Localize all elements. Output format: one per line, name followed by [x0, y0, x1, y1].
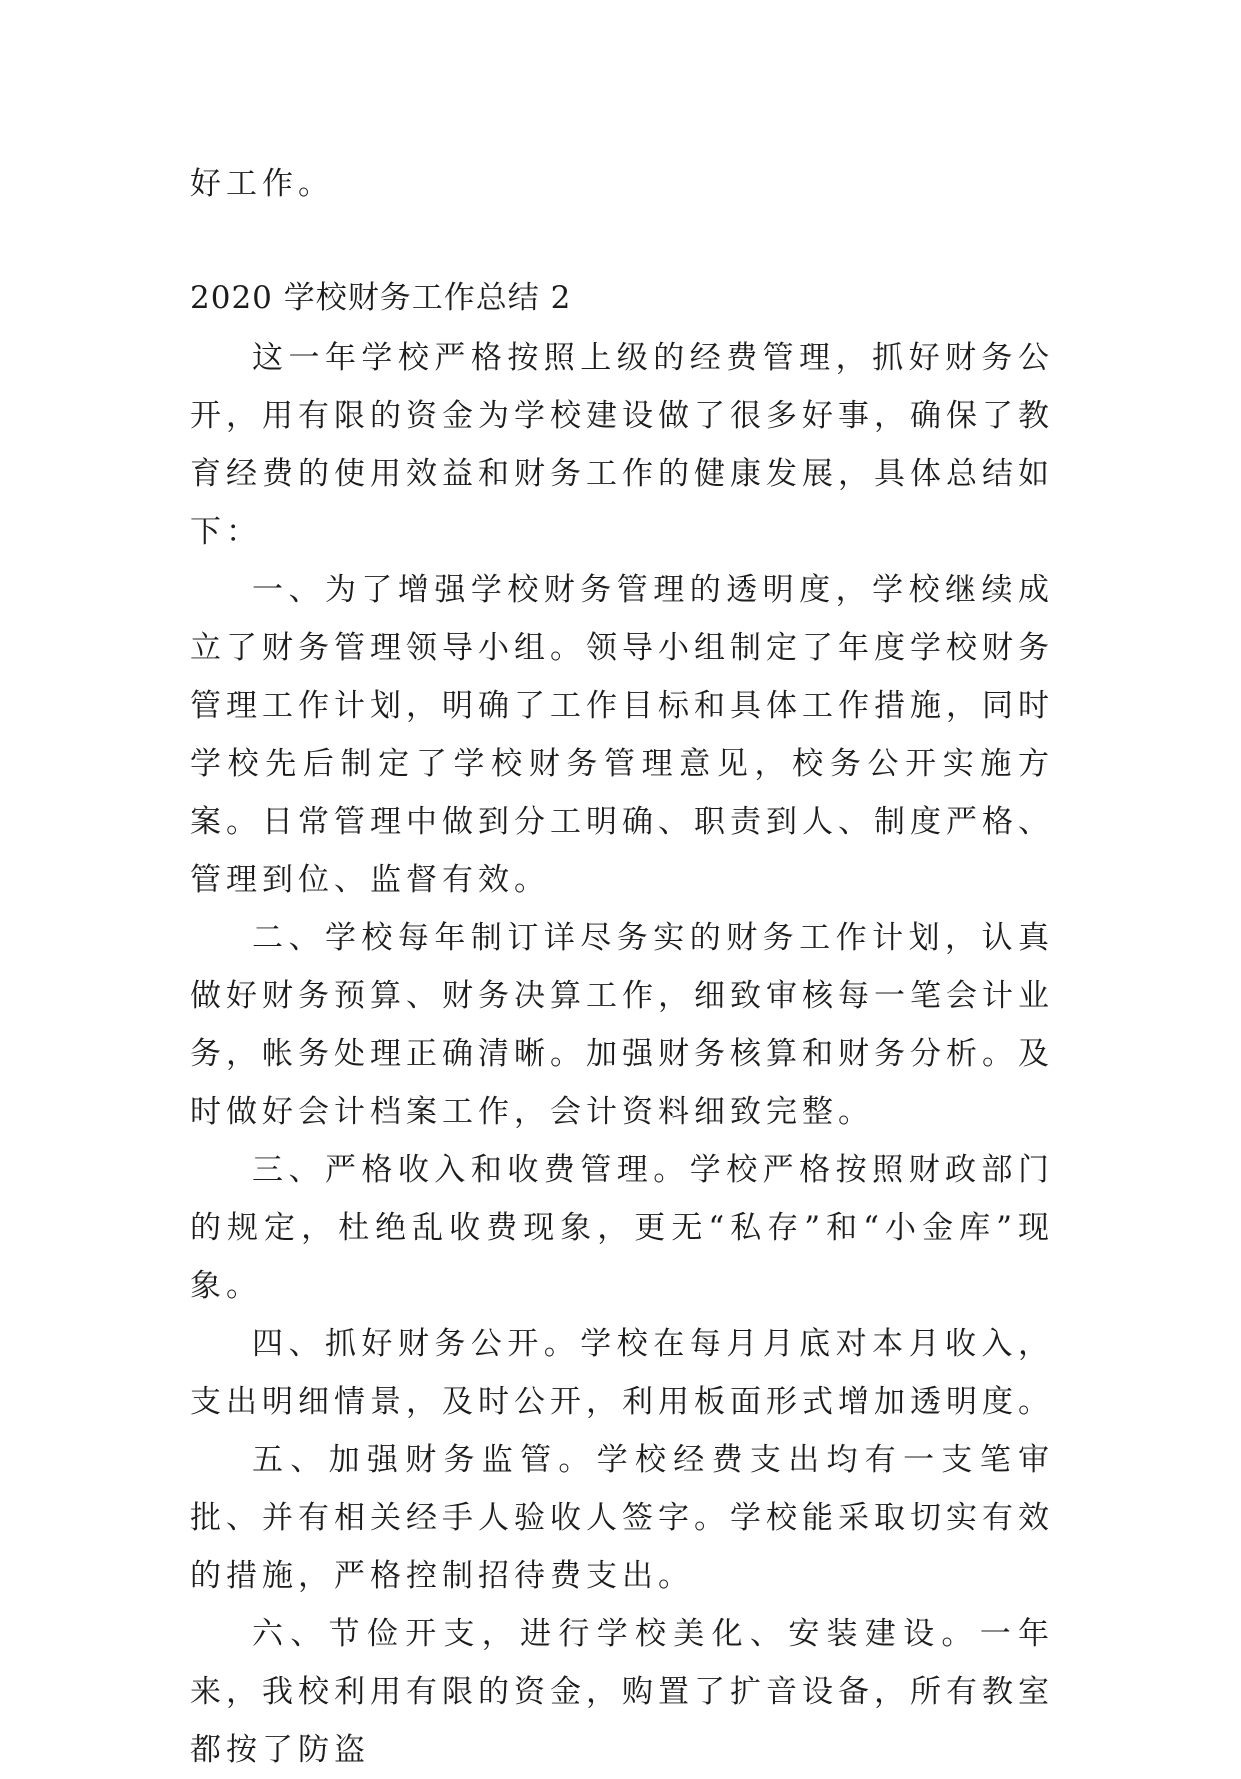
- paragraph-item-5: 五、加强财务监管。学校经费支出均有一支笔审批、并有相关经手人验收人签字。学校能采取切实有效的措施，严格控制招待费支出。: [190, 1442, 1054, 1594]
- body-paragraphs: [190, 329, 1054, 1779]
- paragraph-intro: 这一年学校严格按照上级的经费管理，抓好财务公开，用有限的资金为学校建设做了很多好事，确保了教育经费的使用效益和财务工作的健康发展，具体总结如下：: [190, 340, 1054, 550]
- paragraph-item-1: 一、为了增强学校财务管理的透明度，学校继续成立了财务管理领导小组。领导小组制定了年度学校财务管理工作计划，明确了工作目标和具体工作措施，同时学校先后制定了学校财务管理意见，校务公开实施方案。日常管理中做到分工明确、职责到人、制度严格、管理到位、监督有效。: [190, 572, 1054, 898]
- paragraph-item-4: 四、抓好财务公开。学校在每月月底对本月收入，支出明细情景，及时公开，利用板面形式增加透明度。: [190, 1326, 1054, 1420]
- paragraph-item-6: 六、节俭开支，进行学校美化、安装建设。一年来，我校利用有限的资金，购置了扩音设备，所有教室都按了防盗: [190, 1616, 1054, 1768]
- paragraph-item-3: 三、严格收入和收费管理。学校严格按照财政部门的规定，杜绝乱收费现象，更无“私存”和“小金库”现象。: [190, 1152, 1054, 1304]
- paragraph-item-2: 二、学校每年制订详尽务实的财务工作计划，认真做好财务预算、财务决算工作，细致审核每一笔会计业务，帐务处理正确清晰。加强财务核算和财务分析。及时做好会计档案工作，会计资料细致完整。: [190, 920, 1054, 1130]
- section-heading: 2020 学校财务工作总结 2: [190, 280, 572, 316]
- continuation-text: 好工作。: [190, 166, 334, 202]
